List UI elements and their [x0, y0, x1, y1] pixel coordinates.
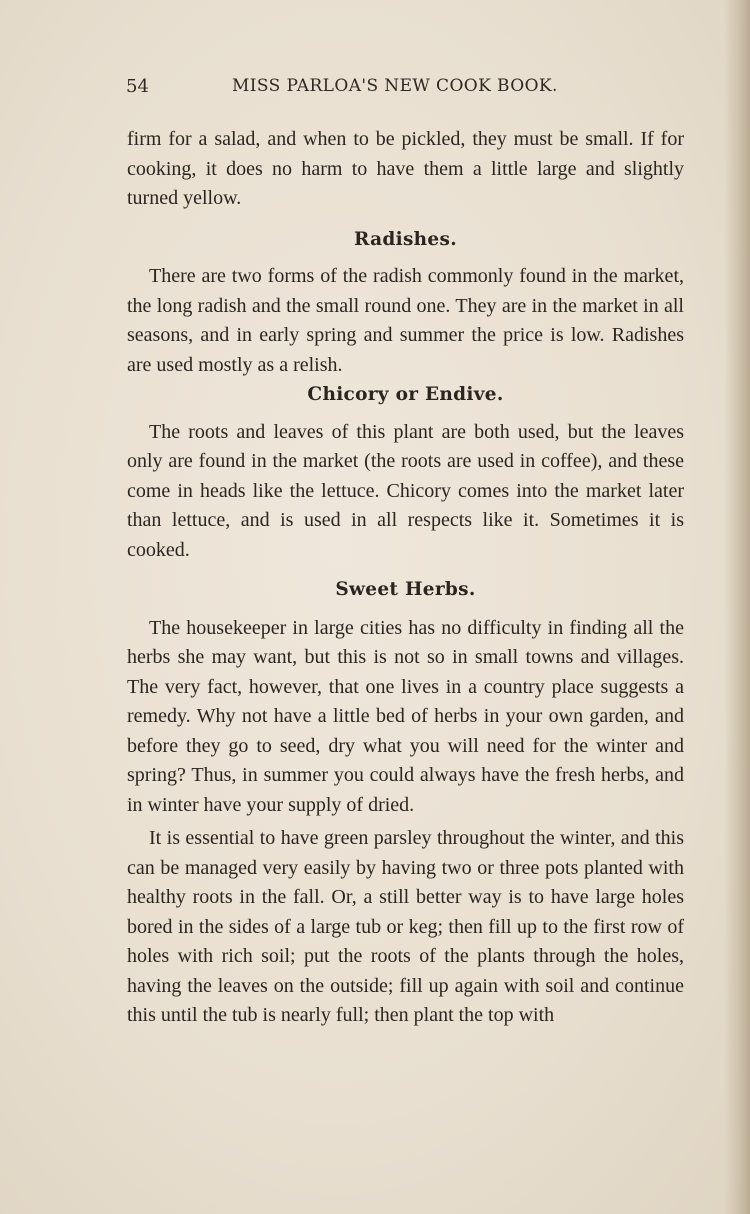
section-heading-sweet-herbs: Sweet Herbs. [335, 579, 476, 600]
section-heading-radishes: Radishes. [354, 228, 457, 250]
paragraph-chicory: The roots and leaves of this plant are both used, but the leaves only are found in the market (the roots are used in coffee), and these come in heads like the lettuce. Chicory comes into the market later than lettuce, and is used in all respects like it. Sometimes it is cooked. [127, 420, 684, 561]
page-number: 54 [126, 76, 149, 97]
paragraph-herbs-1: The housekeeper in large cities has no difficulty in finding all the herbs she may want, but this is not so in small towns and villages. The very fact, however, that one lives in a country place suggests a remedy. Why not have a little bed of herbs in your own garden, and before they go to seed, dry what you will need for the winter and spring? Thus, in summer you could always have the fresh herbs, and in winter have your supply of dried. [127, 616, 684, 816]
page-edge-shadow [724, 0, 750, 1214]
paragraph-herbs-2: It is essential to have green parsley throughout the winter, and this can be managed very easily by having two or three pots planted with healthy roots in the fall. Or, a still better way is to have large holes bored in the sides of a large tub or keg; then fill up to the first row of holes with rich soil; put the roots of the plants through the holes, having the leaves on the outside; fill up again with soil and continue this until the tub is nearly full; then plant the top with [127, 827, 684, 1026]
page-body [127, 125, 684, 1031]
section-heading-chicory: Chicory or Endive. [307, 384, 504, 405]
paragraph-intro: firm for a salad, and when to be pickled, they must be small. If for cooking, it does no harm to have them a little large and slightly turned yellow. [127, 128, 684, 209]
page-header [126, 76, 686, 100]
paragraph-radishes: There are two forms of the radish commonly found in the market, the long radish and the small round one. They are in the market in all seasons, and in early spring and summer the price is low. Radishes are used mostly as a relish. [127, 265, 684, 376]
running-head: MISS PARLOA'S NEW COOK BOOK. [232, 76, 558, 96]
